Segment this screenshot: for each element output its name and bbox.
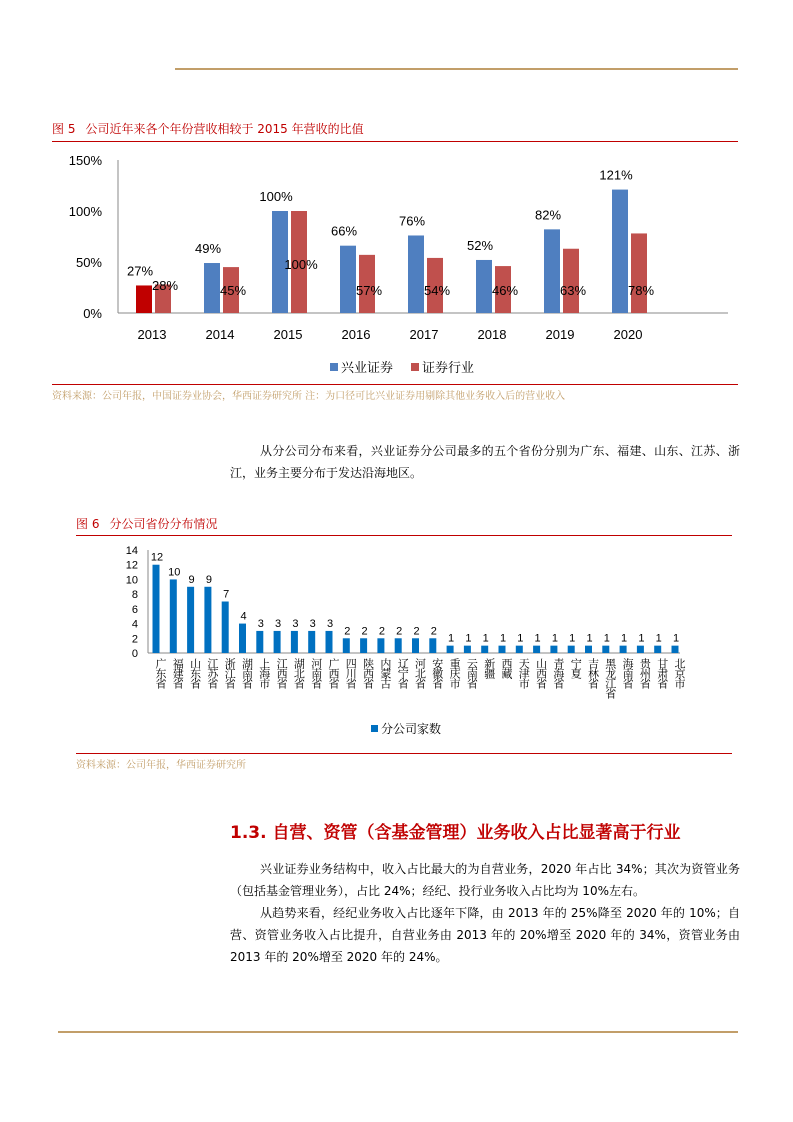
data-label-xingye: 66%	[330, 223, 358, 239]
x-tick-label: 云南省	[465, 658, 478, 688]
bar-xingye-2017	[408, 235, 424, 313]
y-tick-label: 4	[131, 618, 138, 631]
legend-label: 分公司家数	[381, 722, 442, 736]
x-tick-label: 江西省	[275, 658, 288, 688]
bar-新疆	[481, 646, 488, 653]
data-label: 2	[413, 625, 420, 638]
structure-paragraph-block	[230, 858, 740, 902]
data-label-xingye: 121%	[599, 167, 633, 183]
data-label: 12	[150, 551, 164, 564]
x-tick-label: 宁夏	[569, 658, 582, 678]
legend-label-industry: 证券行业	[422, 360, 475, 375]
y-tick-label: 150%	[68, 153, 102, 168]
structure-paragraph: 兴业证券业务结构中，收入占比最大的为自营业务，2020 年占比 34%；其次为资管业务（包括基金管理业务），占比 24%；经纪、投行业务收入占比均为 10%左右。	[230, 862, 740, 898]
x-tick-label: 广东省	[154, 658, 166, 688]
x-tick-label: 广西省	[327, 658, 339, 688]
bar-湖北省	[291, 631, 298, 653]
data-label: 7	[223, 588, 230, 601]
x-tick-label: 重庆市	[448, 658, 461, 688]
bar-山西省	[533, 646, 540, 653]
x-tick-label: 福建省	[171, 658, 184, 688]
x-tick-label: 河南省	[309, 658, 322, 688]
data-label: 1	[465, 632, 472, 645]
bar-industry-2019	[563, 249, 579, 313]
x-tick-label: 湖南省	[240, 658, 253, 688]
x-tick-label: 北京市	[673, 658, 685, 688]
data-label: 2	[361, 625, 368, 638]
data-label: 3	[275, 617, 282, 630]
data-label: 1	[499, 632, 507, 645]
figure6-source: 资料来源：公司年报，华西证券研究所	[76, 760, 246, 771]
data-label: 1	[448, 632, 455, 645]
bar-xingye-2018	[476, 260, 492, 313]
data-label-industry: 57%	[355, 283, 383, 298]
x-tick-label: 新疆	[482, 658, 495, 678]
data-label-xingye: 27%	[126, 263, 154, 279]
figure5-caption: 公司近年来各个年份营收相较于 2015 年营收的比值	[85, 122, 364, 136]
bar-天津市	[516, 646, 523, 653]
bar-xingye-2013	[136, 285, 152, 313]
bar-宁夏	[568, 646, 575, 653]
bar-黑龙江省	[602, 646, 609, 653]
bar-海南省	[620, 646, 627, 653]
data-label-industry: 45%	[219, 283, 247, 298]
data-label: 1	[621, 632, 628, 645]
y-tick-label: 0%	[83, 306, 102, 321]
figure6-source-line	[76, 753, 732, 754]
y-tick-label: 14	[125, 545, 138, 557]
data-label: 1	[638, 632, 645, 645]
header-rule	[175, 68, 738, 70]
legend-label-xingye: 兴业证券	[341, 360, 394, 375]
x-tick-label: 吉林省	[586, 658, 599, 688]
x-tick-label: 西藏	[500, 658, 512, 678]
y-tick-label: 10	[125, 574, 138, 587]
x-tick-label: 2020	[613, 327, 643, 342]
data-label: 1	[482, 632, 489, 645]
data-label: 3	[257, 617, 264, 630]
x-tick-label: 海南省	[621, 658, 634, 688]
data-label-xingye: 76%	[398, 213, 426, 229]
bar-xingye-2014	[204, 263, 220, 313]
legend-swatch	[371, 725, 378, 732]
x-tick-label: 四川省	[344, 658, 357, 688]
data-label-industry: 54%	[423, 283, 451, 298]
legend-swatch-xingye	[330, 363, 338, 371]
section-heading: 1.3. 自营、资管（含基金管理）业务收入占比显著高于行业	[230, 823, 681, 843]
bar-西藏	[499, 646, 506, 653]
bar-广西省	[326, 631, 333, 653]
y-tick-label: 12	[125, 559, 138, 572]
data-label: 2	[378, 625, 385, 638]
data-label: 1	[672, 632, 680, 645]
bar-江西省	[274, 631, 281, 653]
y-tick-label: 6	[131, 603, 138, 616]
x-tick-label: 内蒙古	[378, 658, 391, 688]
data-label-industry: 63%	[559, 283, 587, 298]
x-tick-label: 山东省	[188, 658, 201, 688]
y-tick-label: 8	[131, 589, 138, 602]
x-tick-label: 青海省	[551, 658, 564, 688]
data-label-industry: 78%	[627, 283, 655, 298]
x-tick-label: 贵州省	[638, 658, 651, 688]
data-label: 10	[168, 566, 181, 579]
bar-四川省	[343, 638, 350, 653]
bar-江苏省	[204, 587, 211, 653]
data-label: 1	[534, 632, 541, 645]
bar-xingye-2019	[544, 229, 560, 313]
data-label: 3	[292, 617, 299, 630]
x-tick-label: 辽宁省	[396, 658, 409, 688]
bar-xingye-2020	[612, 190, 628, 313]
figure5-chart	[0, 140, 793, 400]
data-label: 3	[309, 617, 316, 630]
figure5-source: 资料来源：公司年报，中国证券业协会，华西证券研究所 注：为口径可比兴业证券用剔除其他业务收入后的营业收入	[52, 391, 566, 402]
bar-辽宁省	[395, 638, 402, 653]
x-tick-label: 甘肃省	[655, 658, 668, 688]
bar-陕西省	[360, 638, 367, 653]
bar-河北省	[412, 638, 419, 653]
branches-paragraph: 从分公司分布来看，兴业证券分公司最多的五个省份分别为广东、福建、山东、江苏、浙江，业务主要分布于发达沿海地区。	[230, 444, 740, 480]
data-label: 1	[569, 632, 576, 645]
data-label: 1	[551, 632, 558, 645]
data-label: 1	[603, 632, 610, 645]
data-label-xingye: 52%	[466, 237, 494, 253]
data-label-industry: 100%	[284, 257, 318, 272]
y-tick-label: 100%	[68, 204, 102, 219]
figure6-title-underline	[76, 535, 732, 536]
bar-浙江省	[222, 602, 229, 654]
legend-swatch-industry	[411, 363, 419, 371]
bar-广东省	[153, 565, 160, 653]
y-tick-label: 50%	[75, 255, 102, 270]
x-tick-label: 江苏省	[205, 658, 218, 688]
footer-rule	[58, 1031, 738, 1033]
x-tick-label: 山西省	[534, 658, 547, 688]
x-tick-label: 安徽省	[430, 658, 443, 688]
data-label: 2	[396, 625, 403, 638]
trend-paragraph: 从趋势来看，经纪业务收入占比逐年下降，由 2013 年的 25%降至 2020 年的 10%；自营、资管业务收入占比提升，自营业务由 2013 年的 20%增至 2020 年的 34%，资管业务由 2013 年的 20%增至 2020 年的 24%。	[230, 906, 740, 964]
data-label-xingye: 49%	[194, 241, 222, 257]
x-tick-label: 2017	[409, 327, 439, 342]
branches-paragraph-block	[230, 440, 740, 484]
data-label: 1	[655, 632, 662, 645]
data-label: 2	[344, 625, 351, 638]
data-label: 3	[326, 617, 334, 630]
figure6-title	[76, 515, 227, 532]
x-tick-label: 2015	[273, 327, 303, 342]
x-tick-label: 2019	[545, 327, 575, 342]
figure6-label: 图 6	[76, 517, 100, 531]
data-label-xingye: 100%	[259, 189, 293, 204]
bar-安徽省	[429, 638, 436, 653]
x-tick-label: 2016	[341, 327, 371, 342]
x-tick-label: 2013	[137, 327, 167, 342]
x-tick-label: 浙江省	[223, 658, 236, 688]
y-tick-label: 2	[131, 633, 138, 646]
figure6-caption: 分公司省份分布情况	[109, 517, 218, 531]
bar-重庆市	[447, 646, 454, 653]
bar-甘肃省	[654, 646, 661, 653]
x-tick-label: 天津市	[517, 658, 530, 688]
bar-山东省	[187, 587, 194, 653]
x-tick-label: 2014	[205, 327, 235, 342]
x-tick-label: 上海市	[257, 658, 270, 688]
bar-青海省	[550, 646, 557, 653]
data-label: 9	[205, 573, 212, 586]
data-label-industry: 46%	[491, 283, 519, 298]
bar-河南省	[308, 631, 315, 653]
bar-xingye-2016	[340, 246, 356, 313]
x-tick-label: 陕西省	[361, 658, 374, 688]
figure5-label: 图 5	[52, 122, 76, 136]
x-tick-label: 河北省	[413, 658, 426, 688]
figure5-title	[52, 120, 374, 137]
trend-paragraph-block	[230, 902, 740, 968]
data-label-industry: 28%	[151, 278, 179, 293]
x-tick-label: 湖北省	[292, 658, 305, 688]
data-label: 2	[430, 625, 437, 638]
bar-云南省	[464, 646, 471, 653]
bar-industry-2020	[631, 233, 647, 313]
figure5-source-line	[52, 384, 738, 385]
data-label-xingye: 82%	[534, 207, 562, 223]
x-tick-label: 黑龙江省	[603, 658, 616, 698]
data-label: 1	[586, 632, 593, 645]
data-label: 9	[188, 573, 195, 586]
bar-内蒙古	[377, 638, 384, 653]
x-tick-label: 2018	[477, 327, 507, 342]
y-tick-label: 0	[131, 648, 138, 660]
data-label: 1	[517, 632, 524, 645]
bar-福建省	[170, 579, 177, 653]
bar-湖南省	[239, 624, 246, 653]
data-label: 4	[240, 610, 247, 623]
bar-贵州省	[637, 646, 644, 653]
figure6-chart	[0, 537, 793, 747]
bar-北京市	[672, 646, 679, 653]
bar-吉林省	[585, 646, 592, 653]
bar-上海市	[256, 631, 263, 653]
